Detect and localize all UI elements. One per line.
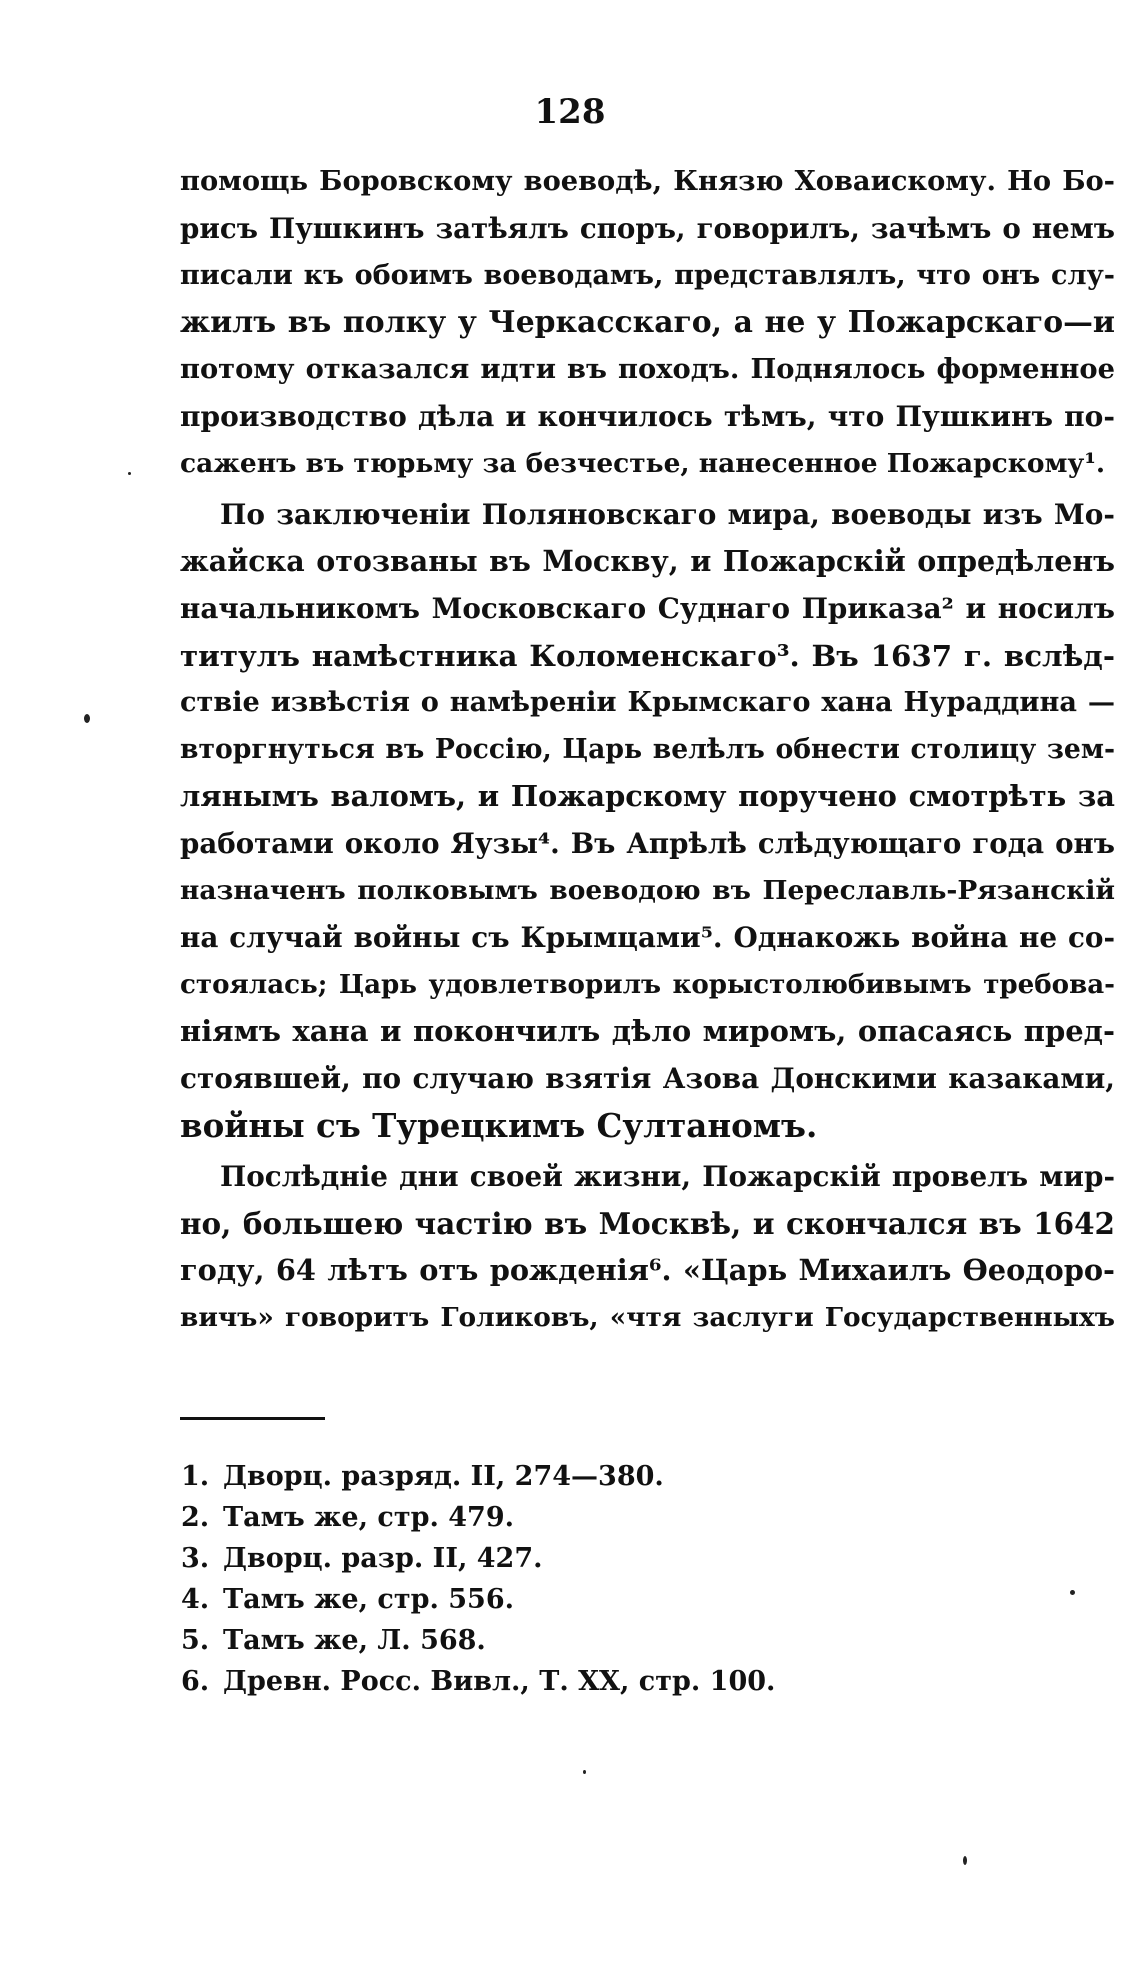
text-line: производство дѣла и кончилось тѣмъ, что Пушкинъ по- bbox=[180, 400, 1115, 433]
footnote-divider bbox=[180, 1417, 325, 1420]
text-line: стоявшей, по случаю взятія Азова Донскими казаками, bbox=[180, 1062, 1115, 1095]
footnote-text: Тамъ же, Л. 568. bbox=[223, 1625, 486, 1656]
text-line: вторгнуться въ Россію, Царь велѣлъ обнести столицу зем- bbox=[180, 734, 1115, 765]
footnote-number: 2. bbox=[181, 1502, 210, 1533]
page-number: 128 bbox=[534, 92, 606, 132]
footnote-number: 5. bbox=[181, 1625, 210, 1656]
footnote-text: Дворц. разр. II, 427. bbox=[223, 1543, 543, 1574]
footnote-text: Древн. Росс. Вивл., Т. XX, стр. 100. bbox=[223, 1666, 776, 1697]
text-line: потому отказался идти въ походъ. Поднялось форменное bbox=[180, 353, 1115, 385]
text-line: титулъ намѣстника Коломенскаго³. Въ 1637 г. вслѣд- bbox=[180, 638, 1115, 673]
text-line: стоялась; Царь удовлетворилъ корыстолюбивымъ требова- bbox=[180, 969, 1115, 1000]
text-line: саженъ въ тюрьму за безчестье, нанесенное Пожарскому¹. bbox=[180, 448, 1106, 479]
footnote-text: Тамъ же, стр. 479. bbox=[223, 1502, 515, 1533]
footnote bbox=[181, 1661, 881, 1702]
footnote bbox=[181, 1497, 881, 1538]
footnote bbox=[181, 1456, 881, 1497]
footnote-number: 4. bbox=[181, 1584, 210, 1615]
text-line: но, большею частію въ Москвѣ, и скончался въ 1642 bbox=[180, 1206, 1115, 1241]
text-line: жилъ въ полку у Черкасскаго, а не у Пожарскаго—и bbox=[180, 305, 1115, 340]
footnotes bbox=[181, 1456, 881, 1702]
footnote bbox=[181, 1538, 881, 1579]
text-line: году, 64 лѣтъ отъ рожденія⁶. «Царь Михаилъ Ѳеодоро- bbox=[180, 1253, 1115, 1287]
text-line: ствіе извѣстія о намѣреніи Крымскаго хана Нураддина — bbox=[180, 686, 1115, 718]
ink-speck bbox=[963, 1856, 967, 1865]
footnote bbox=[181, 1579, 881, 1620]
footnote-number: 1. bbox=[181, 1461, 210, 1492]
ink-speck bbox=[84, 714, 90, 723]
text-line: По заключеніи Поляновскаго мира, воеводы изъ Мо- bbox=[220, 498, 1115, 531]
footnote-number: 3. bbox=[181, 1543, 210, 1574]
text-line: работами около Яузы⁴. Въ Апрѣлѣ слѣдующаго года онъ bbox=[180, 827, 1115, 860]
ink-speck bbox=[1070, 1590, 1075, 1595]
footnote-text: Тамъ же, стр. 556. bbox=[223, 1584, 515, 1615]
text-line: начальникомъ Московскаго Суднаго Приказа² и носилъ bbox=[180, 592, 1115, 625]
ink-speck bbox=[128, 472, 131, 475]
text-line: ніямъ хана и покончилъ дѣло миромъ, опасаясь пред- bbox=[180, 1014, 1115, 1048]
text-line: назначенъ полковымъ воеводою въ Переславль-Рязанскій bbox=[180, 875, 1115, 906]
text-line: рисъ Пушкинъ затѣялъ споръ, говорилъ, зачѣмъ о немъ bbox=[180, 212, 1115, 245]
text-line: на случай войны съ Крымцами⁵. Однакожь война не со- bbox=[180, 921, 1115, 954]
text-line: вичъ» говоритъ Голиковъ, «чтя заслуги Государственныхъ bbox=[180, 1302, 1115, 1333]
text-line: лянымъ валомъ, и Пожарскому поручено смотрѣть за bbox=[180, 779, 1115, 813]
text-line: писали къ обоимъ воеводамъ, представлялъ, что онъ слу- bbox=[180, 260, 1115, 291]
footnote-text: Дворц. разряд. II, 274—380. bbox=[223, 1461, 664, 1492]
text-line: жайска отозваны въ Москву, и Пожарскій опредѣленъ bbox=[180, 544, 1115, 578]
text-line: войны съ Турецкимъ Султаномъ. bbox=[180, 1106, 818, 1145]
text-line: помощь Боровскому воеводѣ, Князю Ховаискому. Но Бо- bbox=[180, 165, 1115, 197]
footnote-number: 6. bbox=[181, 1666, 210, 1697]
text-line: Послѣдніе дни своей жизни, Пожарскій провелъ мир- bbox=[220, 1160, 1115, 1193]
ink-speck bbox=[583, 1770, 586, 1774]
body-text bbox=[180, 158, 1115, 1341]
footnote bbox=[181, 1620, 881, 1661]
